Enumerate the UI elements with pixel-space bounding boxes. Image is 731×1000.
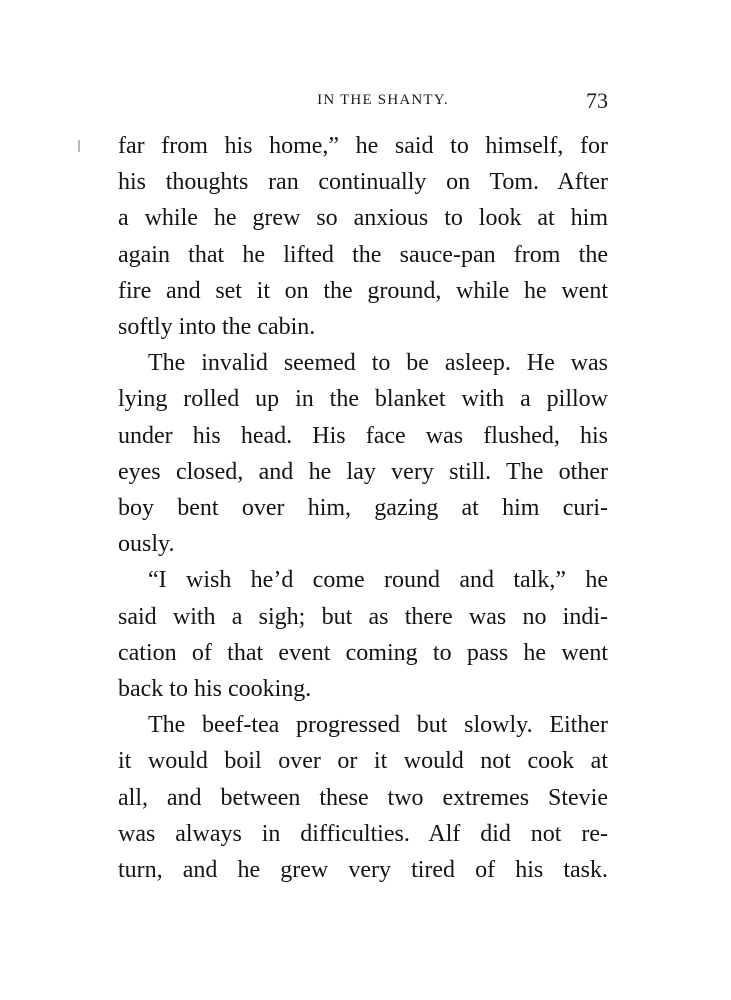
paragraph [118,562,608,707]
body-text [118,128,608,888]
text-line: far from his home,” he said to himself, for [118,133,608,159]
text-line: cation of that event coming to pass he went [118,639,608,666]
text-line: turn, and he grew very tired of his task. [118,857,608,884]
text-line: eyes closed, and he lay very still. The other [118,458,608,485]
text-line: his thoughts ran continually on Tom. After [118,169,608,196]
text-line: all, and between these two extremes Stevie [118,784,608,811]
text-line: “I wish he’d come round and talk,” he [148,567,608,594]
paragraph [118,345,608,562]
text-line: ously. [118,531,175,558]
page-number: 73 [586,88,608,113]
text-line: softly into the cabin. [118,314,316,341]
text-line: The invalid seemed to be asleep. He was [148,350,608,377]
text-line: was always in difficulties. Alf did not re- [118,820,608,847]
text-line: under his head. His face was flushed, his [118,422,608,449]
text-line: back to his cooking. [118,676,312,703]
margin-mark [78,140,80,152]
text-line: lying rolled up in the blanket with a pillow [118,386,608,413]
text-line: it would boil over or it would not cook at [118,748,608,775]
text-line: a while he grew so anxious to look at him [118,205,608,232]
paragraph [118,707,608,888]
running-title: IN THE SHANTY. [317,92,449,108]
paragraph [118,128,608,345]
text-line: boy bent over him, gazing at him curi- [118,495,608,522]
text-line: The beef-tea progressed but slowly. Either [148,712,608,739]
text-line: again that he lifted the sauce-pan from the [118,241,608,268]
text-line: said with a sigh; but as there was no indi- [118,603,608,630]
text-line: fire and set it on the ground, while he went [118,277,608,304]
running-head [118,88,608,116]
